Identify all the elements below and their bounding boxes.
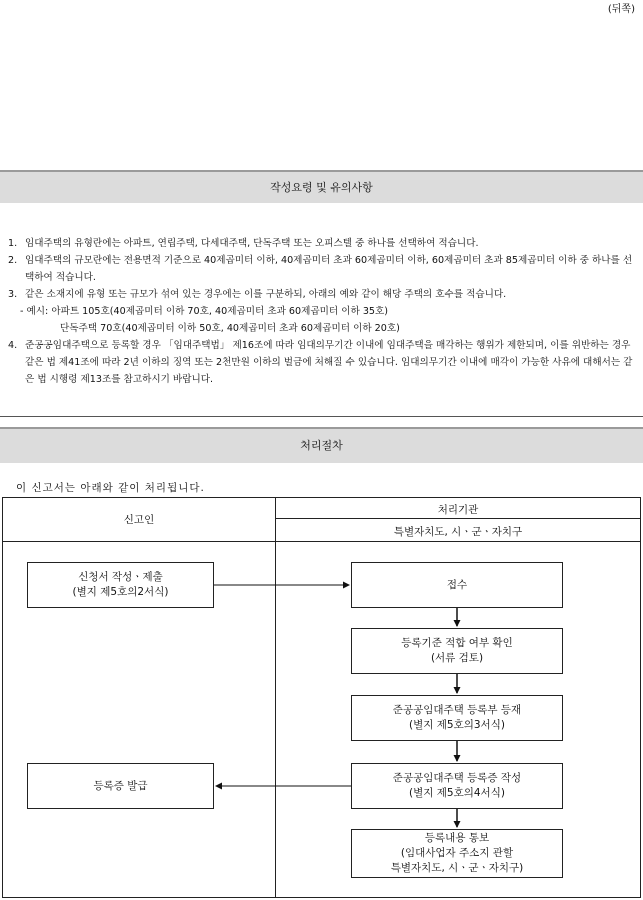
procedure-header: 처리절차 [0,427,643,463]
step-certificate-line: 준공공임대주택 등록증 작성 [392,772,522,784]
step-register-line: (별지 제5호의3서식) [409,719,505,731]
example-line: 단독주택 70호(40제곱미터 이하 50호, 40제곱미터 초과 60제곱미터 이하 20호) [60,323,400,334]
back-page-label: (뒤쪽) [607,4,635,15]
instruction-item [8,235,636,252]
step-notify-line: (임대사업자 주소지 관할 [400,847,514,859]
instruction-number: 4. [8,340,18,351]
step-register-line: 준공공임대주택 등록부 등재 [392,704,522,716]
agency-column-subheader: 특별자치도, 시ㆍ군ㆍ자치구 [393,526,523,538]
step-notify-line: 등록내용 통보 [424,832,490,844]
instruction-text: 임대주택의 규모란에는 전용면적 기준으로 40제곱미터 이하, 40제곱미터 초과 60제곱미터 이하, 60제곱미터 초과 85제곱미터 이하 중 하나를 선택하여 적습니다. [25,255,633,283]
procedure-flowchart [2,497,641,898]
instructions-header: 작성요령 및 유의사항 [0,170,643,203]
instruction-number: 1. [8,238,18,249]
instruction-text: 같은 소재지에 유형 또는 규모가 섞여 있는 경우에는 이를 구분하되, 아래의 예와 같이 해당 주택의 호수를 적습니다. [25,289,507,300]
instruction-number: 2. [8,255,18,266]
step-certificate-line: (별지 제5호의4서식) [409,787,505,799]
instruction-text: 준공공임대주택으로 등록할 경우 「임대주택법」 제16조에 따라 임대의무기간 이내에 임대주택을 매각하는 행위가 제한되며, 이를 위반하는 경우 같은 법 제41조에 따라 2년 이하의 징역 또는 2천만원 이하의 벌금에 처해질 수 있습니다. 임대의무기간 이내에 매각이 가능한 사유에 대해서는 같은 법 시행령 제13조를 참고하시기 바랍니다. [25,340,633,385]
step-notify-line: 특별자치도, 시ㆍ군ㆍ자치구) [390,862,524,874]
step-apply-line: (별지 제5호의2서식) [72,586,169,598]
instruction-item [8,337,636,388]
step-receive-line: 접수 [446,578,468,591]
example-line: - 예시: 아파트 105호(40제곱미터 이하 70호, 40제곱미터 초과 60제곱미터 이하 35호) [20,306,389,317]
procedure-intro: 이 신고서는 아래와 같이 처리됩니다. [16,482,205,494]
applicant-column-header: 신고인 [123,514,155,526]
step-check-line: (서류 검토) [430,652,484,664]
step-issue-line: 등록증 발급 [93,779,148,792]
section-divider [0,416,643,417]
instruction-number: 3. [8,289,18,300]
instruction-text: 임대주택의 유형란에는 아파트, 연립주택, 다세대주택, 단독주택 또는 오피스텔 중 하나를 선택하여 적습니다. [25,238,479,249]
flow-arrows [3,498,640,897]
instruction-item [8,286,636,303]
agency-column-header: 처리기관 [437,504,479,516]
step-check-line: 등록기준 적합 여부 확인 [401,637,513,649]
instructions-list [8,235,636,388]
instruction-item [8,252,636,286]
step-apply-line: 신청서 작성ㆍ제출 [78,571,163,583]
